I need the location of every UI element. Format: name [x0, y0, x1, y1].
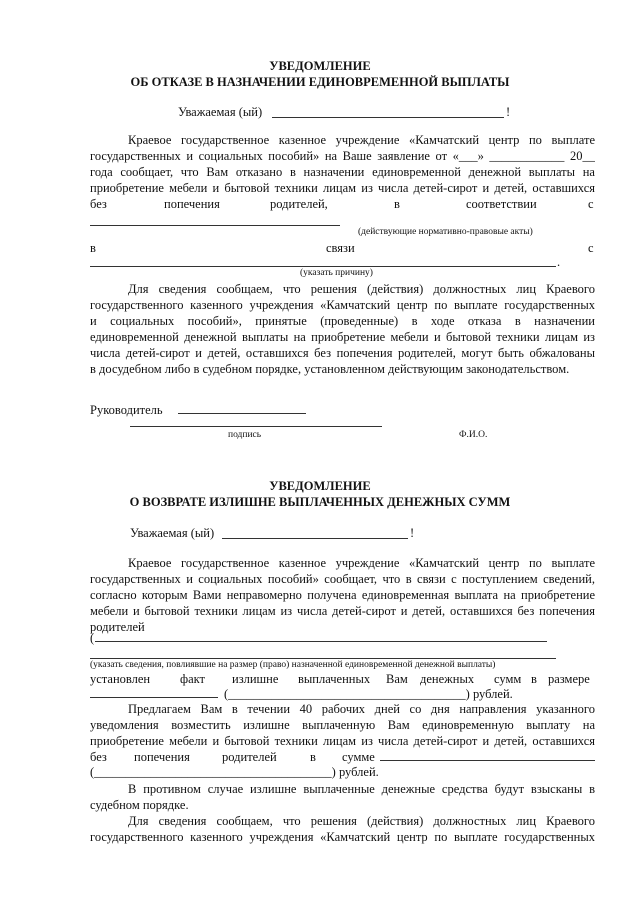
- notice1-fio-label: Ф.И.О.: [459, 430, 488, 440]
- notice2-p4-line: государственного казенного учреждения «Камчатский центр по выплате государственных: [90, 830, 595, 844]
- notice1-p1-word: соответствии: [466, 197, 537, 211]
- notice2-p2-word: родителей: [222, 750, 277, 764]
- notice2-p1-line: Краевое государственное казенное учреждение «Камчатский центр по выплате: [128, 556, 595, 570]
- notice1-p2-line: в досудебном либо в судебном порядке, установленном действующим законодательством.: [90, 362, 570, 376]
- notice2-title: УВЕДОМЛЕНИЕ: [269, 479, 371, 493]
- notice1-v-word: в: [90, 241, 96, 255]
- notice1-p2-line: единовременной денежной выплаты на приобретение мебели и бытовой техники лицам из: [90, 330, 595, 344]
- notice1-subtitle: ОБ ОТКАЗЕ В НАЗНАЧЕНИИ ЕДИНОВРЕМЕННОЙ ВЫПЛАТЫ: [130, 75, 510, 89]
- notice1-name-line: [272, 117, 504, 118]
- notice2-est-word: в: [531, 672, 537, 686]
- notice1-acts-line: [90, 225, 340, 226]
- notice1-p1-line: государственных и социальных пособий» на Ваше заявление от «___» ____________ 20__: [90, 149, 595, 163]
- notice2-est-word: факт: [180, 672, 206, 686]
- notice2-p3-line: судебном порядке.: [90, 798, 189, 812]
- notice1-sign-line: [130, 426, 382, 427]
- notice2-info-line1: [95, 641, 547, 642]
- notice2-p2-word: попечения: [134, 750, 190, 764]
- notice2-rub-line2: (______________________________________) рублей.: [90, 765, 379, 779]
- notice2-amount-line: [90, 697, 218, 698]
- notice1-v-word: связи: [326, 241, 355, 255]
- notice2-sum-line: [380, 760, 595, 761]
- notice2-p2-word: сумме: [342, 750, 375, 764]
- notice2-p1-line: согласно которым Вами неправомерно получена единовременная выплата на приобретение: [90, 588, 595, 602]
- notice2-subtitle: О ВОЗВРАТЕ ИЗЛИШНЕ ВЫПЛАЧЕННЫХ ДЕНЕЖНЫХ СУММ: [129, 495, 511, 509]
- notice2-p1-last: родителей: [90, 620, 145, 634]
- notice1-head-line: [178, 413, 306, 414]
- notice1-p1-word: без: [90, 197, 107, 211]
- notice2-est-word: выплаченных: [298, 672, 371, 686]
- notice2-p1-line: государственных и социальных пособий» сообщает, что в связи с поступлением сведений,: [90, 572, 595, 586]
- notice2-p3-line: В противном случае излишне выплаченные денежные средства будут взысканы в: [128, 782, 595, 796]
- notice1-p2-line: и социальных пособий», принятые (проведенные) в ходе отказа в назначении: [90, 314, 595, 328]
- notice1-p1-word: родителей,: [270, 197, 328, 211]
- notice1-period: .: [557, 255, 561, 269]
- notice2-caption-info: (указать сведения, повлиявшие на размер (право) назначенной единовременной денежной выплаты): [90, 660, 496, 670]
- notice2-p2-word: без: [90, 750, 107, 764]
- notice1-greeting-end: !: [506, 105, 511, 119]
- notice2-est-word: размере: [548, 672, 590, 686]
- notice2-p4-line: Для сведения сообщаем, что решения (действия) должностных лиц Краевого: [128, 814, 595, 828]
- notice1-caption-reason: (указать причину): [300, 268, 373, 278]
- notice1-p1-word: с: [588, 197, 594, 211]
- notice1-p1-line: приобретение мебели и бытовой техники лицам из числа детей-сирот и детей, оставшихся: [90, 181, 595, 195]
- notice1-v-word: с: [588, 241, 594, 255]
- notice2-p2-line: уведомления возместить излишне выплаченную Вам единовременную выплату на: [90, 718, 595, 732]
- notice2-name-line: [222, 538, 408, 539]
- notice1-title: УВЕДОМЛЕНИЕ: [269, 59, 371, 73]
- notice2-open-paren: (: [90, 631, 95, 645]
- notice1-p2-line: государственного казенного учреждения «Камчатский центр по выплате государственных: [90, 298, 595, 312]
- notice1-p1-line: года сообщает, что Вам отказано в назначении единовременной денежной выплаты на: [90, 165, 595, 179]
- notice2-est-word: Вам: [386, 672, 408, 686]
- notice2-est-word: денежных: [420, 672, 475, 686]
- notice2-est-word: излишне: [232, 672, 279, 686]
- notice1-p2-line: числа детей-сирот и детей, оставшихся без попечения родителей, могут быть обжалованы: [90, 346, 595, 360]
- notice2-p2-line: приобретение мебели и бытовой техники лицам из числа детей-сирот и детей, оставшихся: [90, 734, 595, 748]
- notice2-p1-line: мебели и бытовой техники лицам из числа детей-сирот и детей, оставшихся без попечения: [90, 604, 595, 618]
- notice1-caption-acts: (действующие нормативно-правовые акты): [358, 227, 533, 237]
- notice1-p1-word: в: [394, 197, 400, 211]
- notice2-p2-line: Предлагаем Вам в течении 40 рабочих дней со дня направления указанного: [128, 702, 595, 716]
- notice1-greeting: Уважаемая (ый): [178, 105, 263, 119]
- notice2-est-word: сумм: [494, 672, 522, 686]
- notice2-greeting-end: !: [410, 526, 415, 540]
- notice2-est-word: установлен: [90, 672, 151, 686]
- notice1-p1-line: Краевое государственное казенное учреждение «Камчатский центр по выплате: [128, 133, 595, 147]
- notice2-rub-line: (______________________________________) рублей.: [224, 687, 513, 701]
- notice1-p1-word: попечения: [164, 197, 220, 211]
- notice2-p2-word: в: [310, 750, 316, 764]
- notice2-greeting: Уважаемая (ый): [130, 526, 215, 540]
- notice1-p2-line: Для сведения сообщаем, что решения (действия) должностных лиц Краевого: [128, 282, 595, 296]
- notice1-head-label: Руководитель: [90, 403, 163, 417]
- notice1-sign-label: подпись: [228, 430, 262, 440]
